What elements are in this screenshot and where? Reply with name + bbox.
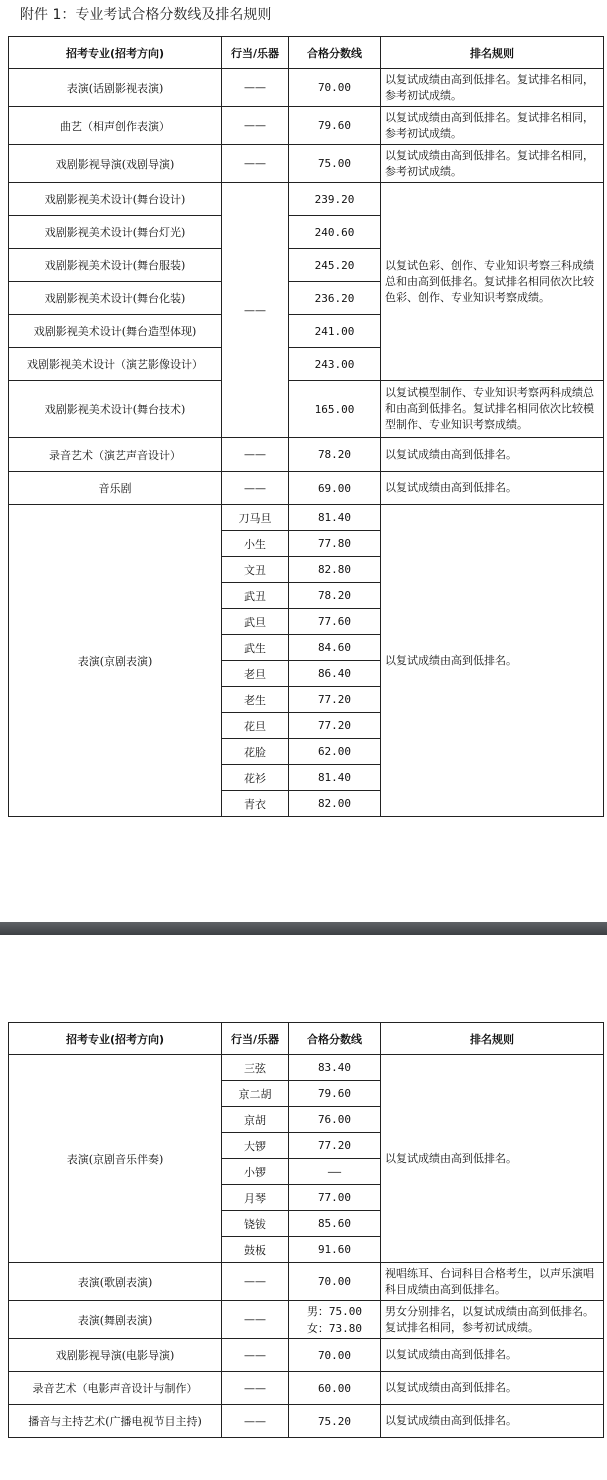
rule-cell: 以复试模型制作、专业知识考察两科成绩总和由高到低排名。复试排名相同依次比较模型制作、专业知识考察成绩。 bbox=[381, 381, 604, 438]
major-cell: 戏剧影视美术设计(舞台化装) bbox=[9, 282, 222, 315]
role-cell: —— bbox=[222, 107, 289, 145]
role-cell: 老生 bbox=[222, 687, 289, 713]
score-cell: 70.00 bbox=[289, 1339, 381, 1372]
score-cell: 77.20 bbox=[289, 1133, 381, 1159]
table-row bbox=[9, 69, 604, 107]
score-female: 女：73.80 bbox=[306, 1321, 363, 1335]
role-cell: 刀马旦 bbox=[222, 505, 289, 531]
rule-cell: 男女分别排名，以复试成绩由高到低排名。复试排名相同，参考初试成绩。 bbox=[381, 1301, 604, 1339]
major-cell: 表演(京剧音乐伴奏) bbox=[9, 1055, 222, 1263]
rule-cell: 以复试成绩由高到低排名。 bbox=[381, 505, 604, 817]
table-row bbox=[9, 381, 604, 438]
role-cell: —— bbox=[222, 1405, 289, 1438]
major-cell: 录音艺术（电影声音设计与制作） bbox=[9, 1372, 222, 1405]
role-cell: —— bbox=[222, 1301, 289, 1339]
role-cell: 武旦 bbox=[222, 609, 289, 635]
role-cell: 花脸 bbox=[222, 739, 289, 765]
header-rule: 排名规则 bbox=[381, 37, 604, 69]
major-cell: 音乐剧 bbox=[9, 472, 222, 505]
major-cell: 戏剧影视美术设计(舞台设计) bbox=[9, 183, 222, 216]
table-row bbox=[9, 505, 604, 531]
score-cell: 77.60 bbox=[289, 609, 381, 635]
score-cell: 240.60 bbox=[289, 216, 381, 249]
rule-cell: 以复试成绩由高到低排名。复试排名相同，参考初试成绩。 bbox=[381, 107, 604, 145]
score-cell: 78.20 bbox=[289, 583, 381, 609]
header-score: 合格分数线 bbox=[289, 1023, 381, 1055]
score-cell: 78.20 bbox=[289, 438, 381, 472]
score-cell: 81.40 bbox=[289, 765, 381, 791]
rule-cell: 以复试成绩由高到低排名。复试排名相同，参考初试成绩。 bbox=[381, 145, 604, 183]
role-cell: 武生 bbox=[222, 635, 289, 661]
score-male: 男：75.00 bbox=[306, 1304, 363, 1318]
major-cell: 戏剧影视美术设计(舞台技术) bbox=[9, 381, 222, 438]
score-table-2 bbox=[8, 1022, 604, 1438]
header-major: 招考专业(招考方向) bbox=[9, 37, 222, 69]
header-score: 合格分数线 bbox=[289, 37, 381, 69]
table-row bbox=[9, 183, 604, 216]
score-cell: 83.40 bbox=[289, 1055, 381, 1081]
score-cell: 239.20 bbox=[289, 183, 381, 216]
score-cell: 75.20 bbox=[289, 1405, 381, 1438]
role-cell: —— bbox=[222, 1372, 289, 1405]
rule-cell: 以复试色彩、创作、专业知识考察三科成绩总和由高到低排名。复试排名相同依次比较色彩、创作、专业知识考察成绩。 bbox=[381, 183, 604, 381]
table-row bbox=[9, 1301, 604, 1339]
score-cell: 69.00 bbox=[289, 472, 381, 505]
role-cell: 武丑 bbox=[222, 583, 289, 609]
score-cell: 70.00 bbox=[289, 69, 381, 107]
role-cell: —— bbox=[222, 183, 289, 438]
role-cell: —— bbox=[222, 69, 289, 107]
major-cell: 戏剧影视导演(戏剧导演) bbox=[9, 145, 222, 183]
table-header-row bbox=[9, 1023, 604, 1055]
role-cell: 老旦 bbox=[222, 661, 289, 687]
score-cell: 77.20 bbox=[289, 687, 381, 713]
score-cell: 84.60 bbox=[289, 635, 381, 661]
rule-cell: 以复试成绩由高到低排名。 bbox=[381, 1405, 604, 1438]
major-cell: 录音艺术（演艺声音设计） bbox=[9, 438, 222, 472]
rule-cell: 以复试成绩由高到低排名。复试排名相同，参考初试成绩。 bbox=[381, 69, 604, 107]
role-cell: 铙钹 bbox=[222, 1211, 289, 1237]
table-row bbox=[9, 472, 604, 505]
role-cell: 京胡 bbox=[222, 1107, 289, 1133]
score-cell: 70.00 bbox=[289, 1263, 381, 1301]
score-cell: 79.60 bbox=[289, 1081, 381, 1107]
rule-cell: 以复试成绩由高到低排名。 bbox=[381, 1372, 604, 1405]
score-cell: 91.60 bbox=[289, 1237, 381, 1263]
score-cell: 77.00 bbox=[289, 1185, 381, 1211]
table-row bbox=[9, 107, 604, 145]
score-cell: 85.60 bbox=[289, 1211, 381, 1237]
score-cell: 241.00 bbox=[289, 315, 381, 348]
score-cell: 75.00 bbox=[289, 145, 381, 183]
major-cell: 表演(话剧影视表演) bbox=[9, 69, 222, 107]
rule-cell: 视唱练耳、台词科目合格考生，以声乐演唱科目成绩由高到低排名。 bbox=[381, 1263, 604, 1301]
page-title: 附件 1：专业考试合格分数线及排名规则 bbox=[20, 7, 272, 23]
role-cell: —— bbox=[222, 145, 289, 183]
role-cell: 青衣 bbox=[222, 791, 289, 817]
score-cell: 82.00 bbox=[289, 791, 381, 817]
score-cell: 62.00 bbox=[289, 739, 381, 765]
score-cell: —— bbox=[289, 1159, 381, 1185]
score-cell: 76.00 bbox=[289, 1107, 381, 1133]
rule-cell: 以复试成绩由高到低排名。 bbox=[381, 1055, 604, 1263]
role-cell: 月琴 bbox=[222, 1185, 289, 1211]
score-cell: 243.00 bbox=[289, 348, 381, 381]
role-cell: —— bbox=[222, 438, 289, 472]
page-divider bbox=[0, 922, 607, 935]
role-cell: 文丑 bbox=[222, 557, 289, 583]
major-cell: 戏剧影视导演(电影导演) bbox=[9, 1339, 222, 1372]
table-row bbox=[9, 1263, 604, 1301]
table-row bbox=[9, 1405, 604, 1438]
role-cell: —— bbox=[222, 1263, 289, 1301]
major-cell: 曲艺（相声创作表演） bbox=[9, 107, 222, 145]
table-row bbox=[9, 1339, 604, 1372]
table-row bbox=[9, 438, 604, 472]
table-row bbox=[9, 1372, 604, 1405]
score-table-1 bbox=[8, 36, 604, 817]
role-cell: 花衫 bbox=[222, 765, 289, 791]
score-cell: 81.40 bbox=[289, 505, 381, 531]
role-cell: 京二胡 bbox=[222, 1081, 289, 1107]
major-cell: 表演(舞剧表演) bbox=[9, 1301, 222, 1339]
rule-cell: 以复试成绩由高到低排名。 bbox=[381, 1339, 604, 1372]
major-cell: 播音与主持艺术(广播电视节目主持) bbox=[9, 1405, 222, 1438]
score-cell: 60.00 bbox=[289, 1372, 381, 1405]
score-cell: 77.20 bbox=[289, 713, 381, 739]
score-cell bbox=[289, 1301, 381, 1339]
major-cell: 戏剧影视美术设计(舞台造型体现) bbox=[9, 315, 222, 348]
major-cell: 戏剧影视美术设计（演艺影像设计） bbox=[9, 348, 222, 381]
score-cell: 77.80 bbox=[289, 531, 381, 557]
role-cell: 小生 bbox=[222, 531, 289, 557]
role-cell: 三弦 bbox=[222, 1055, 289, 1081]
role-cell: 小锣 bbox=[222, 1159, 289, 1185]
major-cell: 戏剧影视美术设计(舞台服装) bbox=[9, 249, 222, 282]
score-cell: 245.20 bbox=[289, 249, 381, 282]
score-cell: 86.40 bbox=[289, 661, 381, 687]
header-role: 行当/乐器 bbox=[222, 37, 289, 69]
major-cell: 戏剧影视美术设计(舞台灯光) bbox=[9, 216, 222, 249]
rule-cell: 以复试成绩由高到低排名。 bbox=[381, 472, 604, 505]
table-row bbox=[9, 145, 604, 183]
header-major: 招考专业(招考方向) bbox=[9, 1023, 222, 1055]
table-row bbox=[9, 1055, 604, 1081]
major-cell: 表演(歌剧表演) bbox=[9, 1263, 222, 1301]
table-header-row bbox=[9, 37, 604, 69]
score-cell: 79.60 bbox=[289, 107, 381, 145]
role-cell: —— bbox=[222, 1339, 289, 1372]
role-cell: 鼓板 bbox=[222, 1237, 289, 1263]
header-role: 行当/乐器 bbox=[222, 1023, 289, 1055]
score-cell: 82.80 bbox=[289, 557, 381, 583]
header-rule: 排名规则 bbox=[381, 1023, 604, 1055]
rule-cell: 以复试成绩由高到低排名。 bbox=[381, 438, 604, 472]
role-cell: 花旦 bbox=[222, 713, 289, 739]
major-cell: 表演(京剧表演) bbox=[9, 505, 222, 817]
role-cell: —— bbox=[222, 472, 289, 505]
score-cell: 236.20 bbox=[289, 282, 381, 315]
role-cell: 大锣 bbox=[222, 1133, 289, 1159]
score-cell: 165.00 bbox=[289, 381, 381, 438]
